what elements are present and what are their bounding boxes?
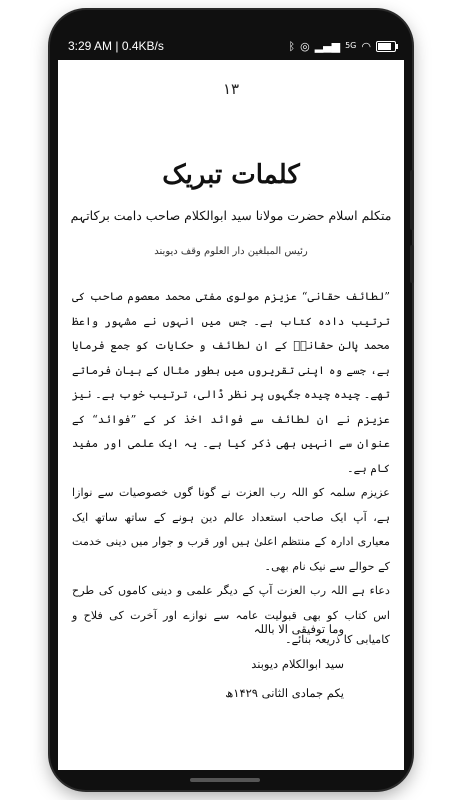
author-line: متکلم اسلام حضرت مولانا سید ابوالکلام صاحب دامت برکاتہم <box>70 208 392 223</box>
page-number: ۱۳ <box>222 80 240 98</box>
paragraph: عزیزم سلمہ کو اللہ رب العزت نے گونا گوں خصوصیات سے نوازا ہے، آپ ایک صاحب استعداد عالم دین ہونے کے ساتھ ساتھ ایک معیاری ادارہ کے منتظم اعلیٰ ہیں اور قرب و جوار میں دینی خدمت کے حوالے سے نیک نام بھی۔ <box>72 486 390 573</box>
signature-date: یکم جمادی الثانی ۱۴۲۹ھ <box>225 686 344 700</box>
bluetooth-icon: ᛒ <box>288 39 296 53</box>
status-bar <box>58 34 404 58</box>
closing-prayer: وما توفیقی الا باللہ <box>253 622 344 636</box>
status-time: 3:29 AM | 0.4KB/s <box>68 39 164 53</box>
document-page[interactable] <box>58 60 404 770</box>
paragraph: ”لطائف حقانی“ عزیزم مولوی مفتی محمد معصوم صاحب کی ترتیب دادہ کتاب ہے۔ جس میں انہوں نے مشہور واعظ محمد پالن حقانیؒ کے ان لطائف و حکایات کو جمع فرمایا ہے، جسے وہ اپنی تقریروں میں بطور مثال کے بیان فرماتے تھے۔ چیدہ چیدہ جگہوں پر نظر ڈالی، ترتیب خوب ہے۔ نیز عزیزم نے ان لطائف سے فوائد اخذ کر کے ”فوائد“ کے عنوان سے انہیں بھی ذکر کیا ہے۔ یہ ایک علمی اور مفید کام ہے۔ <box>72 290 390 475</box>
signature-name: سید ابوالکلام دیوبند <box>251 657 344 671</box>
paragraph: دعاء ہے اللہ رب العزت آپ کے دیگر علمی و دینی کاموں کی طرح اس کتاب کو بھی قبولیت عامہ سے نوازے اور آخرت کی فلاح و کامیابی کا ذریعہ بنائے۔ <box>72 584 390 646</box>
network-type: 5G <box>345 41 357 50</box>
body-text <box>72 285 390 653</box>
volume-button <box>410 170 414 230</box>
battery-icon <box>376 41 396 52</box>
signal-icon: ▂▄▆ <box>314 39 341 53</box>
power-button <box>410 245 414 283</box>
author-subtitle: رئیس المبلغین دار العلوم وقف دیوبند <box>154 246 308 257</box>
home-indicator[interactable] <box>190 778 260 782</box>
page-title: کلمات تبریک <box>162 160 300 190</box>
status-icons <box>288 41 404 52</box>
wifi-icon: ◠ <box>361 39 371 53</box>
alarm-icon: ◎ <box>300 39 310 53</box>
